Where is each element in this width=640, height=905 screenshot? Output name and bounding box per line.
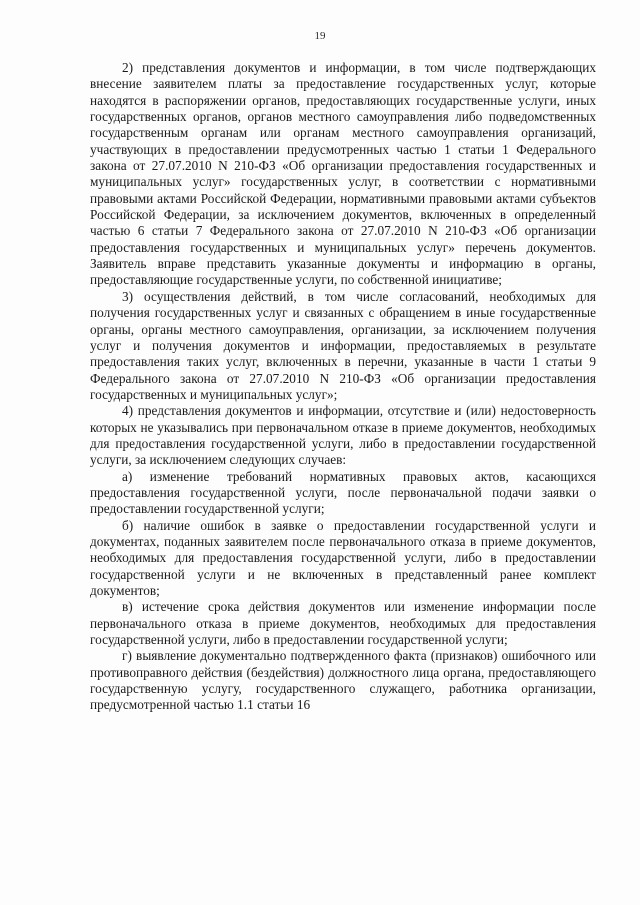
paragraph-subitem-b: б) наличие ошибок в заявке о предоставлении государственной услуги и документах, поданных заявителем после первоначального отказа в приеме документов, необходимых для предоставления государственной услуги, либо в предоставлении государственной услуги и не включенных в представленный ранее комплект документов;: [90, 517, 596, 598]
paragraph-item-4: 4) представления документов и информации, отсутствие и (или) недостоверность которых не указывались при первоначальном отказе в приеме документов, необходимых для предоставления государственной услуги, либо в предоставлении государственной услуги, за исключением следующих случаев:: [90, 403, 596, 468]
paragraph-subitem-a: а) изменение требований нормативных правовых актов, касающихся предоставления государственной услуги, после первоначальной подачи заявки о предоставлении государственной услуги;: [90, 468, 596, 517]
document-body: [90, 60, 596, 714]
paragraph-item-3: 3) осуществления действий, в том числе согласований, необходимых для получения государственных услуг и связанных с обращением в иные государственные органы, органы местного самоуправления, организации, за исключением получения услуг и получения документов и информации, предоставляемых в результате предоставления таких услуг, включенных в перечни, указанные в части 1 статьи 9 Федерального закона от 27.07.2010 N 210-ФЗ «Об организации предоставления государственных и муниципальных услуг»;: [90, 288, 596, 402]
paragraph-item-2: 2) представления документов и информации, в том числе подтверждающих внесение заявителем платы за предоставление государственных услуг, которые находятся в распоряжении органов, предоставляющих государственные услуги, иных государственных органов, органов местного самоуправления либо подведомственных государственным органам или органам местного самоуправления организаций, участвующих в предоставлении предусмотренных частью 1 статьи 1 Федерального закона от 27.07.2010 N 210-ФЗ «Об организации предоставления государственных и муниципальных услуг» государственных услуг, в соответствии с нормативными правовыми актами Российской Федерации, нормативными правовыми актами субъектов Российской Федерации, за исключением документов, включенных в определенный частью 6 статьи 7 Федерального закона от 27.07.2010 N 210-ФЗ «Об организации предоставления государственных и муниципальных услуг» перечень документов. Заявитель вправе представить указанные документы и информацию в органы, предоставляющие государственные услуги, по собственной инициативе;: [90, 60, 596, 288]
paragraph-subitem-g: г) выявление документально подтвержденного факта (признаков) ошибочного или противоправного действия (бездействия) должностного лица органа, предоставляющего государственную услугу, государственного служащего, работника организации, предусмотренной частью 1.1 статьи 16: [90, 648, 596, 713]
page-number: 19: [314, 30, 326, 42]
paragraph-subitem-v: в) истечение срока действия документов или изменение информации после первоначального отказа в приеме документов, необходимых для предоставления государственной услуги, либо в предоставлении государственной услуги;: [90, 599, 596, 648]
